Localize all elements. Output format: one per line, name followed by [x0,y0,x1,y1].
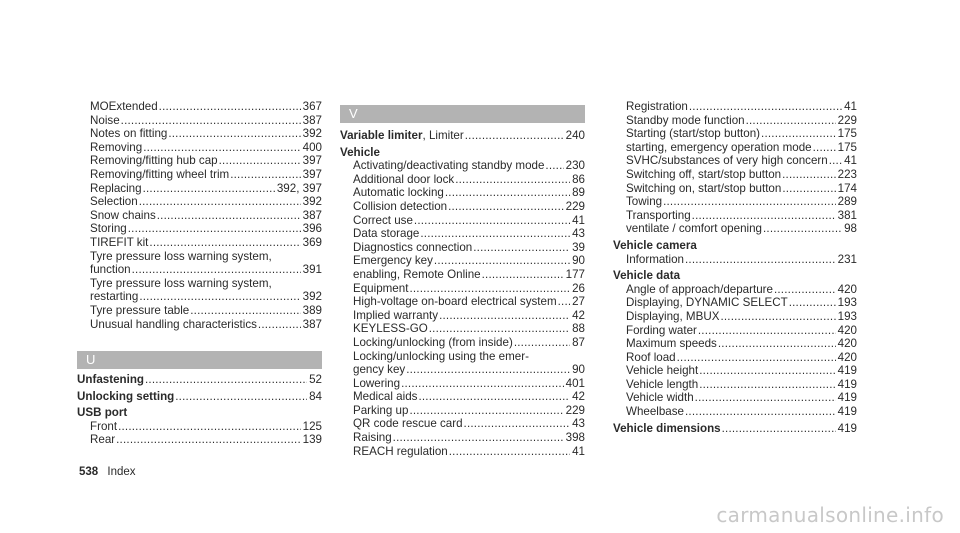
index-entry-unlocking [77,390,322,404]
index-entry-unfastening [77,373,322,387]
entry-text: Maximum speeds [626,337,717,351]
entry-text: Unlocking setting [77,389,175,403]
index-entry [340,254,585,268]
index-entry [340,282,585,296]
leader-dots [545,159,563,173]
leader-dots [143,141,300,155]
entry-text: Roof load [626,350,676,364]
entry-text: Angle of approach/departure [626,282,773,296]
entry-list [77,420,322,447]
entry-text: ventilate / comfort opening [626,222,762,236]
entry-text: gency key [353,363,406,377]
page-ref: 240 [565,129,585,142]
entry-text: starting, emergency operation mode [626,140,812,154]
leader-dots [401,377,564,391]
entry-text: Vehicle length [626,377,699,391]
page-ref: 289 [837,195,857,209]
index-entry [77,209,322,223]
page-ref: 420 [837,323,857,337]
entry-text: Snow chains [90,208,156,222]
index-entry [613,324,857,338]
leader-dots [143,182,275,196]
page-number: 538 [79,466,99,478]
index-entry [340,214,585,228]
index-heading-usb-port: USB port [77,406,128,420]
page-ref: 174 [837,181,857,195]
index-entry [340,322,585,336]
index-entry [340,363,585,377]
page-ref: 387 [302,208,322,222]
page-ref: 397 [302,167,322,181]
page-ref: 420 [837,282,857,296]
index-entry [77,263,322,277]
leader-dots [782,182,835,196]
page-ref: 193 [837,309,857,323]
entry-text: Tyre pressure loss warning system, [90,249,272,263]
leader-dots [393,431,564,445]
entry-text: TIREFIT kit [90,235,149,249]
leader-dots [139,195,301,209]
index-entry [77,420,322,434]
index-entry [340,241,585,255]
index-entry [340,295,585,309]
index-entry-vehicle-dimensions [613,422,857,436]
leader-dots [409,404,563,418]
entry-text: Starting (start/stop button) [626,127,761,141]
index-entry [613,351,857,365]
page-ref: 400 [302,140,322,154]
entry-text: Information [626,252,684,266]
entry-text: REACH regulation [353,444,448,458]
index-entry [340,268,585,282]
entry-text: function [90,263,131,277]
index-entry [340,173,585,187]
entry-text: Vehicle height [626,364,699,378]
page-ref: 387 [302,317,322,331]
entry-text: Replacing [90,181,142,195]
leader-dots [718,337,836,351]
entry-text: Parking up [353,403,409,417]
page-ref: 396 [302,222,322,236]
entry-text: Medical aids [353,390,418,404]
index-entry [340,417,585,431]
index-entry [77,290,322,304]
index-entry [77,182,322,196]
leader-dots [429,322,570,336]
page-ref: 41 [844,154,857,168]
entry-text: Correct use [353,213,413,227]
leader-dots [774,283,836,297]
page-ref: 42 [572,308,585,322]
index-column-2 [340,105,585,458]
leader-dots [689,100,842,114]
page-ref: 43 [572,417,585,431]
leader-dots [677,351,836,365]
index-entry [340,377,585,391]
entry-text: Wheelbase [626,405,685,419]
index-column-1 [77,100,322,447]
leader-dots [685,405,836,419]
leader-dots [449,445,570,459]
page-ref: 231 [837,252,857,266]
index-entry [340,200,585,214]
leader-dots [448,200,564,214]
leader-dots [699,378,835,392]
page-ref: 90 [572,254,585,268]
page-ref: 229 [565,403,585,417]
page-ref: 397 [302,154,322,168]
index-entry [340,336,585,350]
leader-dots [663,195,836,209]
leader-dots [685,253,836,267]
page-ref: 420 [837,350,857,364]
page-ref: 419 [837,364,857,378]
entry-text: Removing [90,140,143,154]
entry-text: Switching off, start/stop button [626,167,782,181]
leader-dots [789,296,836,310]
index-entry [340,309,585,323]
entry-text: Automatic locking [353,186,444,200]
page-footer [79,466,136,478]
page-ref: 89 [572,186,585,200]
index-entry [340,431,585,445]
leader-dots [434,254,570,268]
entry-text: QR code rescue card [353,417,463,431]
page-ref: 419 [837,391,857,405]
index-entry [613,100,857,114]
page-ref: 401 [565,376,585,390]
index-entry [77,222,322,236]
leader-dots [157,209,301,223]
index-entry [77,304,322,318]
leader-dots [761,127,836,141]
page-ref: 381 [837,208,857,222]
letter-heading-u: U [77,351,322,369]
leader-dots [230,168,300,182]
leader-dots [692,209,836,223]
entry-text: Locking/unlocking using the emer- [353,349,529,363]
entry-text: SVHC/substances of very high concern [626,154,828,168]
leader-dots [406,363,570,377]
page-ref: 52 [309,373,322,387]
page-ref: 175 [837,127,857,141]
entry-text: enabling, Remote Online [353,267,481,281]
leader-dots [414,214,570,228]
leader-dots [829,154,842,168]
page-ref: 125 [302,419,322,433]
entry-text: Variable limiter [340,129,423,142]
index-entry [77,433,322,447]
page-ref: 420 [837,337,857,351]
leader-dots [258,318,301,332]
entry-text: Vehicle width [626,391,694,405]
index-entry [340,404,585,418]
index-entry [340,445,585,459]
page-ref: 369 [302,235,322,249]
index-entry [77,141,322,155]
leader-dots [465,129,564,143]
leader-dots [473,241,570,255]
index-entry [613,182,857,196]
index-entry [77,127,322,141]
entry-text: Removing/fitting hub cap [90,154,218,168]
index-entry [77,195,322,209]
entry-list [340,377,585,459]
page-ref: 229 [565,199,585,213]
entry-text: Fording water [626,323,697,337]
index-entry [613,378,857,392]
leader-dots [763,222,842,236]
index-entry [613,154,857,168]
entry-text: MOExtended [90,100,158,113]
page-ref: 43 [572,227,585,241]
entry-text: Switching on, start/stop button [626,181,782,195]
leader-dots [219,154,301,168]
entry-list [77,304,322,331]
index-entry [77,236,322,250]
leader-dots [445,186,570,200]
page-ref: 392 [302,127,322,141]
entry-text: KEYLESS-GO [353,322,428,336]
leader-dots [159,100,301,114]
page-ref: 42 [572,390,585,404]
index-entry [340,390,585,404]
leader-dots [722,422,836,436]
page-ref: 419 [837,405,857,419]
entry-text: Unfastening [77,373,144,387]
index-entry [340,227,585,241]
leader-dots [168,127,300,141]
entry-text: Activating/deactivating standby mode [353,159,545,173]
page-ref: 229 [837,113,857,127]
leader-dots [695,391,836,405]
entry-list [340,159,585,349]
entry-list [613,283,857,419]
entry-text: Raising [353,431,392,445]
leader-dots [514,336,570,350]
leader-dots [175,390,307,404]
entry-text: Standby mode function [626,113,745,127]
entry-list [613,100,857,236]
entry-text: Towing [626,195,663,209]
entry-text: Locking/unlocking (from inside) [353,335,513,349]
letter-heading-v: V [340,105,585,123]
index-entry [613,195,857,209]
entry-text: Lowering [353,376,401,390]
entry-text: Collision detection [353,199,448,213]
leader-dots [418,390,570,404]
leader-dots [746,114,836,128]
leader-dots [409,282,570,296]
entry-text: Noise [90,113,120,127]
index-entry [77,100,322,114]
entry-text: Registration [626,100,688,113]
entry-list [613,253,857,267]
page-ref: 26 [572,281,585,295]
leader-dots [149,236,300,250]
index-entry [613,405,857,419]
index-heading-vehicle-camera: Vehicle camera [613,238,697,252]
page-ref: 27 [572,295,585,309]
leader-dots [813,141,836,155]
page-ref: 177 [565,267,585,281]
index-entry [613,283,857,297]
watermark-logo: carmanualsonline.info [716,503,944,527]
index-entry [340,159,585,173]
leader-dots [139,290,300,304]
leader-dots [439,309,570,323]
entry-text: Data storage [353,227,420,241]
page-ref: 230 [565,159,585,173]
page-ref: 41 [572,444,585,458]
leader-dots [132,263,301,277]
entry-text: High-voltage on-board electrical system [353,295,557,309]
index-entry [613,253,857,267]
leader-dots [118,420,301,434]
entry-text: Emergency key [353,254,433,268]
index-entry [613,168,857,182]
index-entry [613,127,857,141]
entry-text: Storing [90,222,127,236]
entry-text: Equipment [353,281,409,295]
index-entry [77,154,322,168]
page-ref: 41 [572,213,585,227]
index-entry [613,209,857,223]
entry-text: Implied warranty [353,308,439,322]
page-ref: 391 [302,263,322,277]
page-ref: 392 [302,290,322,304]
leader-dots [455,173,570,187]
entry-text: Displaying, MBUX [626,309,720,323]
page-ref: 90 [572,363,585,377]
page-ref: 392, 397 [276,181,322,195]
entry-text: Unusual handling characteristics [90,317,257,331]
leader-dots [482,268,564,282]
leader-dots [720,310,835,324]
index-entry [77,168,322,182]
leader-dots [464,417,571,431]
index-entry [613,222,857,236]
leader-dots [699,364,835,378]
entry-text: Tyre pressure table [90,303,190,317]
leader-dots [145,373,307,387]
page-ref: 86 [572,172,585,186]
entry-text: Additional door lock [353,172,455,186]
section-name: Index [107,466,136,478]
page-ref: 39 [572,240,585,254]
index-entry [340,186,585,200]
page-ref: 84 [309,389,322,403]
page-ref: 175 [837,140,857,154]
entry-text: Rear [90,433,116,447]
leader-dots [420,227,570,241]
page-ref: 98 [844,222,857,236]
entry-text: Displaying, DYNAMIC SELECT [626,296,788,310]
index-entry [77,318,322,332]
page-ref: 419 [837,421,857,435]
index-entry [613,391,857,405]
leader-dots [121,114,301,128]
index-entry [613,337,857,351]
entry-text: restarting [90,290,139,304]
entry-text: Selection [90,195,138,209]
index-entry [613,364,857,378]
leader-dots [116,433,301,447]
leader-dots [128,222,301,236]
index-heading-vehicle-data: Vehicle data [613,269,681,283]
page-ref: 87 [572,335,585,349]
entry-text: Notes on fitting [90,127,168,141]
entry-subtext: , Limiter [422,129,464,142]
page-ref: 41 [844,100,857,113]
entry-text: Transporting [626,208,691,222]
page-ref: 367 [302,100,322,113]
leader-dots [698,324,836,338]
page-ref: 392 [302,195,322,209]
index-entry [613,114,857,128]
page-ref: 387 [302,113,322,127]
index-entry [613,141,857,155]
index-entry [613,296,857,310]
leader-dots [782,168,836,182]
entry-text: Removing/fitting wheel trim [90,167,230,181]
entry-text: Diagnostics connection [353,240,473,254]
page-ref: 389 [302,303,322,317]
page-ref: 193 [837,296,857,310]
leader-dots [558,295,570,309]
index-entry [77,114,322,128]
entry-text: Vehicle dimensions [613,421,721,435]
page-ref: 139 [302,433,322,447]
leader-dots [190,304,300,318]
entry-list [77,100,322,250]
page-ref: 223 [837,167,857,181]
entry-text: Tyre pressure loss warning system, [90,276,272,290]
index-entry-variable-limiter [340,129,585,143]
page-ref: 398 [565,431,585,445]
index-column-3 [613,100,857,435]
index-heading-vehicle: Vehicle [340,145,380,159]
index-entry [613,310,857,324]
page-ref: 88 [572,322,585,336]
page-ref: 419 [837,377,857,391]
entry-text: Front [90,419,118,433]
